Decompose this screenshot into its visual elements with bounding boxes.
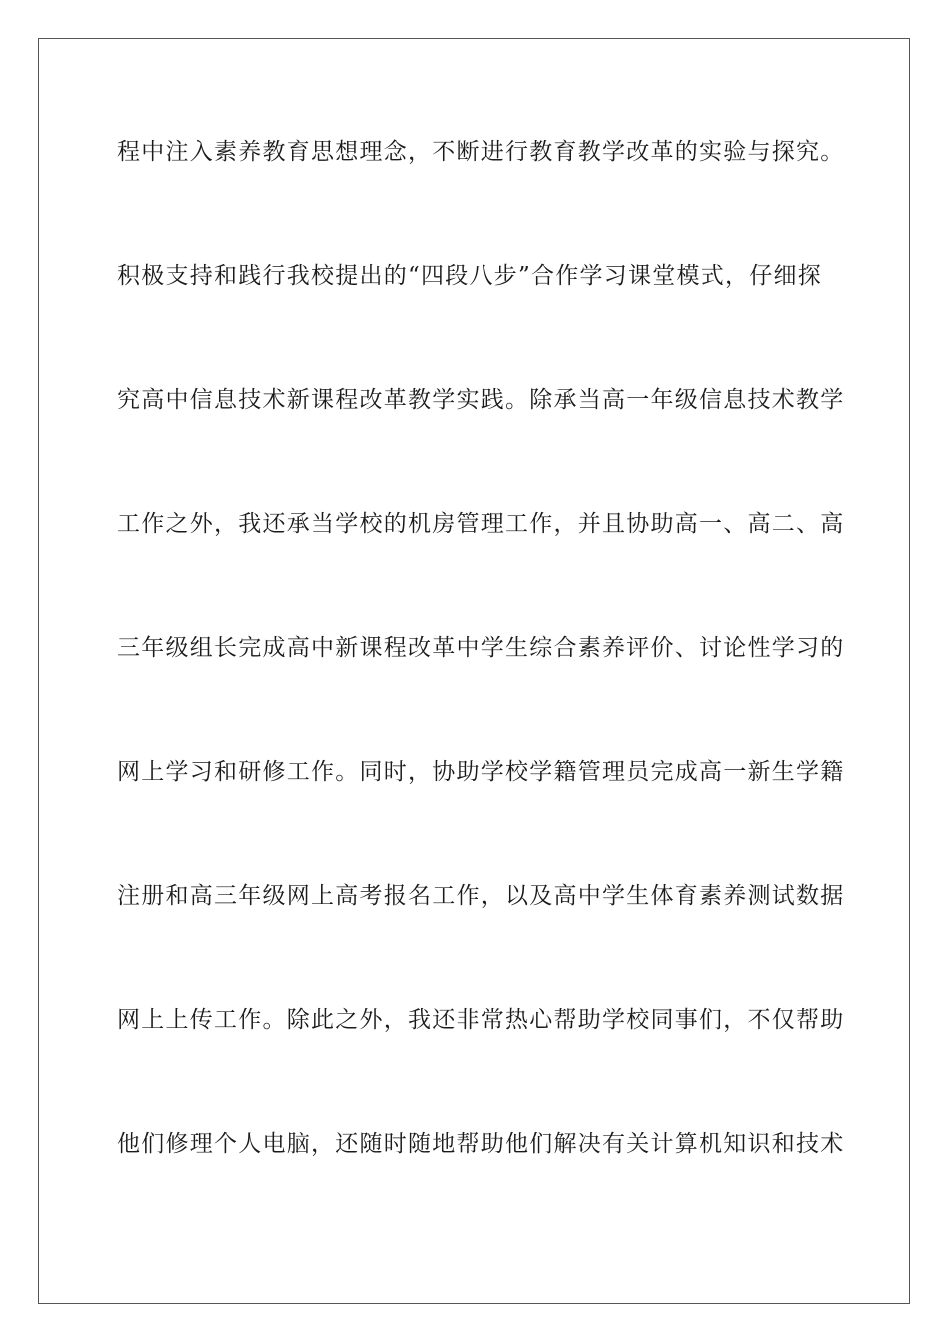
body-text-line: 积极支持和践行我校提出的“四段八步”合作学习课堂模式，仔细探 [117,263,823,289]
body-text-line: 注册和高三年级网上高考报名工作，以及高中学生体育素养测试数据 [117,883,845,909]
body-text-line: 工作之外，我还承当学校的机房管理工作，并且协助高一、高二、高 [117,511,845,537]
body-text-line: 网上上传工作。除此之外，我还非常热心帮助学校同事们，不仅帮助 [117,1007,845,1033]
body-text-line: 程中注入素养教育思想理念，不断进行教育教学改革的实验与探究。 [117,139,845,165]
body-text-line: 三年级组长完成高中新课程改革中学生综合素养评价、讨论性学习的 [117,635,845,661]
body-text-line: 他们修理个人电脑，还随时随地帮助他们解决有关计算机知识和技术 [117,1131,845,1157]
body-text-line: 网上学习和研修工作。同时，协助学校学籍管理员完成高一新生学籍 [117,759,845,785]
body-text-line: 究高中信息技术新课程改革教学实践。除承当高一年级信息技术教学 [117,387,845,413]
page-border [38,38,910,1304]
